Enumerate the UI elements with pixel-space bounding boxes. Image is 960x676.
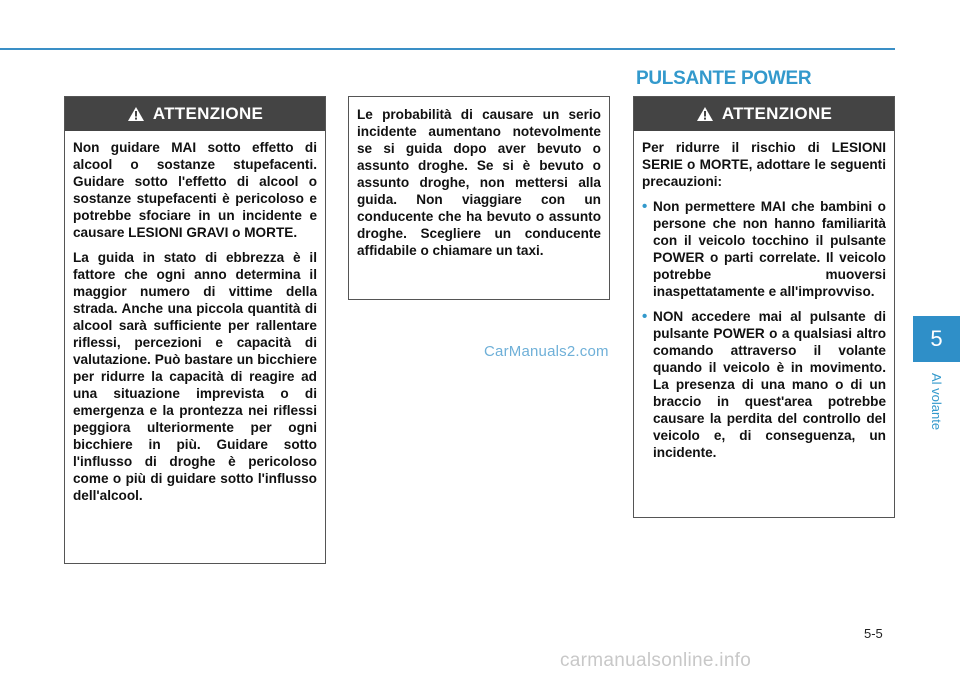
warning-intro: Per ridurre il rischio di LESIONI SERIE o MORTE, adottare le seguenti precauzioni: bbox=[642, 140, 886, 189]
warning-paragraph: La guida in stato di ebbrezza è il fattore che ogni anno determina il maggior numero di vittime della strada. Anche una piccola quantità di alcool sarà sufficiente per rallentare riflessi, percezioni e capacità di valutazione. Può bastare un bicchiere per ridurre la capacità di reagire ad una situazione imprevista o di emergenza e la prontezza nei riflessi peggiora ulteriormente per ogni bicchiere in più. Guidare sotto l'influsso di droghe è pericoloso come o più di guidare sotto l'influsso dell'alcool. bbox=[73, 250, 317, 503]
list-item bbox=[642, 308, 886, 461]
chapter-label-text: Al volante bbox=[929, 372, 944, 430]
precaution-list bbox=[642, 198, 886, 461]
list-item bbox=[642, 198, 886, 300]
page-number: 5-5 bbox=[864, 626, 883, 641]
bullet-icon: • bbox=[642, 308, 648, 325]
watermark-link[interactable]: CarManuals2.com bbox=[484, 343, 609, 360]
bullet-icon: • bbox=[642, 198, 648, 215]
warning-box-alcohol bbox=[64, 96, 326, 564]
warning-box-power-button bbox=[633, 96, 895, 518]
section-title: PULSANTE POWER bbox=[636, 68, 812, 89]
warning-body bbox=[634, 131, 894, 461]
note-box-continuation bbox=[348, 96, 610, 300]
footer-watermark-link[interactable]: carmanualsonline.info bbox=[560, 650, 752, 671]
warning-paragraph: Non guidare MAI sotto effetto di alcool o sostanze stupefacenti. Guidare sotto l'effetto di alcool o sostanze stupefacenti è pericoloso e potrebbe sfociare in un incidente e causare LESIONI GRAVI o MORTE. bbox=[73, 140, 317, 240]
warning-triangle-icon bbox=[127, 106, 145, 122]
note-paragraph: Le probabilità di causare un serio incidente aumentano notevolmente se si guida dopo aver bevuto o assunto droghe. Se si è bevuto o assunto droghe, non mettersi alla guida. Non viaggiare con un conducente che ha bevuto o assunto droghe. Scegliere un conducente affidabile o chiamare un taxi. bbox=[357, 107, 601, 258]
warning-heading: ATTENZIONE bbox=[721, 104, 833, 123]
header-rule bbox=[0, 48, 895, 50]
list-item-text: Non permettere MAI che bambini o persone che non hanno familiarità con il veicolo tocchino il pulsante POWER o parti correlate. Il veicolo potrebbe muoversi inaspettatamente e all'improvviso. bbox=[653, 199, 886, 299]
chapter-tab: 5 bbox=[913, 316, 960, 362]
warning-heading: ATTENZIONE bbox=[152, 104, 264, 123]
note-body bbox=[349, 97, 609, 259]
list-item-text: NON accedere mai al pulsante di pulsante POWER o a qualsiasi altro comando attraverso il volante quando il veicolo è in movimento. La presenza di una mano o di un braccio in quest'area potrebbe causare la perdita del controllo del veicolo e, di conseguenza, un incidente. bbox=[653, 309, 886, 460]
warning-header bbox=[65, 97, 325, 131]
warning-triangle-icon bbox=[696, 106, 714, 122]
warning-header bbox=[634, 97, 894, 131]
chapter-label bbox=[913, 366, 960, 436]
warning-body bbox=[65, 131, 325, 504]
